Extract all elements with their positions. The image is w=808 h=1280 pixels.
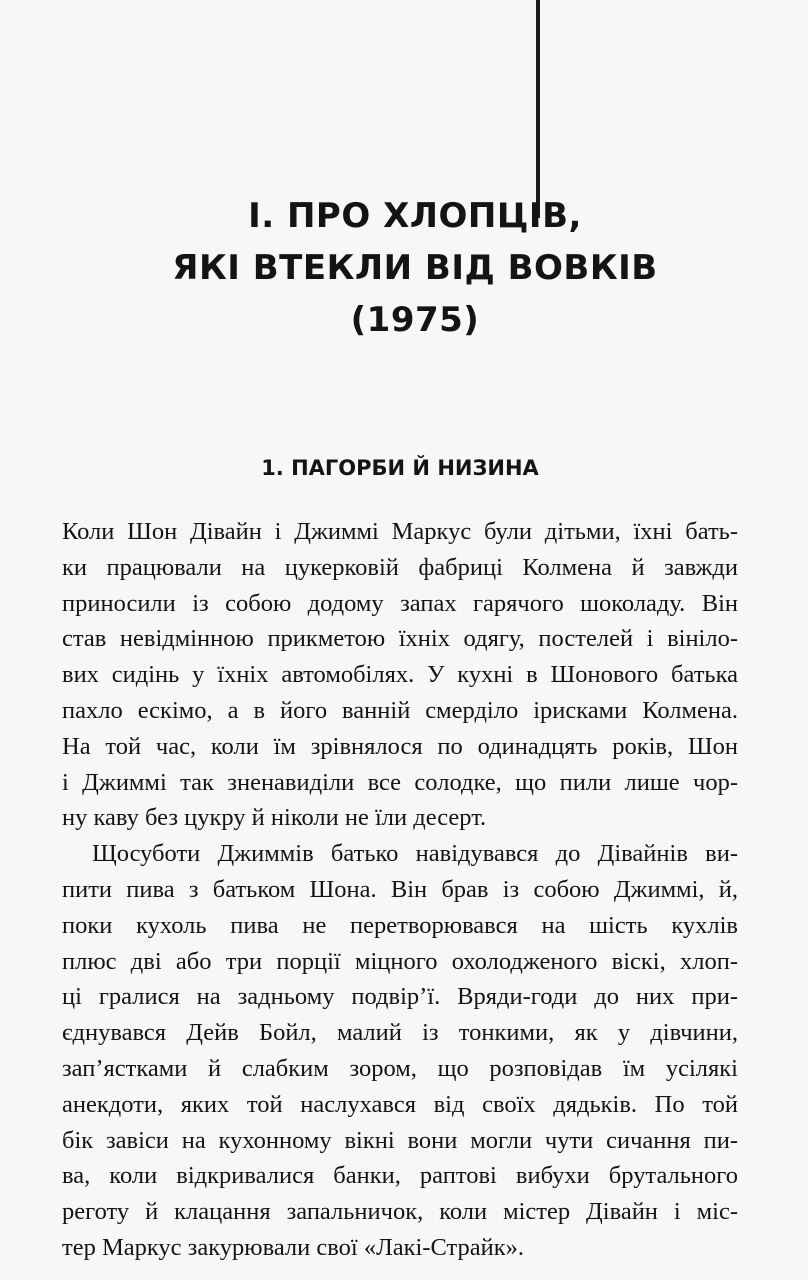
text-line: реготу й клацання запальничок, коли містер Дівайн і міс-	[62, 1198, 738, 1226]
text-line: ну каву без цукру й ніколи не їли десерт.	[62, 804, 487, 832]
part-title-line-2: ЯКІ ВТЕКЛИ ВІД ВОВКІВ	[172, 248, 658, 288]
text-line: тер Маркус закурювали свої «Лакі-Страйк».	[62, 1233, 524, 1261]
part-title-line-1: І. ПРО ХЛОПЦІВ,	[248, 196, 582, 236]
text-line: пахло ескімо, а в його ванній смерділо ірисками Колмена.	[62, 696, 738, 724]
text-line: зап’ястками й слабким зором, що розповідав їм усілякі	[62, 1054, 738, 1082]
text-line: став невідмінною прикметою їхніх одягу, постелей і вініло-	[62, 625, 738, 653]
text-line: На той час, коли їм зрівнялося по одинадцять років, Шон	[62, 732, 738, 760]
text-line: Коли Шон Дівайн і Джиммі Маркус були дітьми, їхні бать-	[62, 518, 738, 545]
text-line: ва, коли відкривалися банки, раптові вибухи брутального	[62, 1162, 738, 1190]
text-line: ці гралися на задньому подвір’ї. Вряди-годи до них при-	[62, 983, 738, 1011]
text-line: анекдоти, яких той наслухався від своїх дядьків. По той	[62, 1090, 738, 1118]
binding-shadow-line	[536, 0, 540, 218]
text-line: приносили із собою додому запах гарячого шоколаду. Він	[62, 589, 738, 617]
text-line: вих сидінь у їхніх автомобілях. У кухні в Шонового батька	[62, 661, 738, 689]
text-line: пити пива з батьком Шона. Він брав із собою Джиммі, й,	[62, 875, 738, 903]
text-line: єднувався Дейв Бойл, малий із тонкими, як у дівчини,	[62, 1019, 738, 1047]
text-line: ки працювали на цукерковій фабриці Колмена й завжди	[62, 553, 738, 581]
chapter-title: 1. ПАГОРБИ Й НИЗИНА	[261, 456, 539, 480]
text-line: Щосуботи Джиммів батько навідувався до Дівайнів ви-	[92, 840, 738, 868]
text-line: бік завіси на кухонному вікні вони могли чути сичання пи-	[62, 1126, 738, 1154]
text-line: плюс дві або три порції міцного охолодженого віскі, хлоп-	[62, 947, 738, 975]
paragraph-1	[62, 514, 738, 836]
paragraph-2	[62, 836, 738, 1266]
part-title-line-3: (1975)	[350, 300, 480, 340]
part-title	[120, 190, 710, 346]
text-line: поки кухоль пива не перетворювався на шість кухлів	[62, 911, 738, 939]
text-line: і Джиммі так зненавиділи все солодке, що пили лише чор-	[62, 768, 738, 796]
body-text	[62, 514, 738, 1266]
